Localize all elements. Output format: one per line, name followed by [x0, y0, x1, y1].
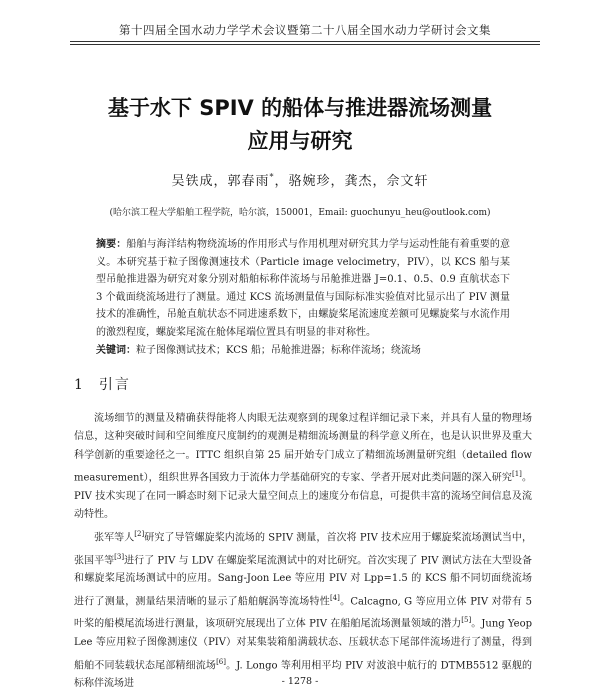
abstract-label: 摘要：: [96, 239, 127, 250]
running-header: 第十四届全国水动力学学术会议暨第二十八届全国水动力学研讨会文集: [119, 23, 491, 37]
paper-title-line-2: 应用与研究: [247, 129, 353, 153]
abstract: [96, 236, 510, 341]
paragraph-2-text-b: 研究了导管螺旋桨内流场的 SPIV 测量，首次将 PIV 技术应用于螺旋桨流场测试当中，张国平等: [74, 532, 532, 566]
citation: [3]: [114, 552, 125, 561]
corresponding-author-mark: *: [269, 172, 275, 182]
paragraph-2-text-d: 。Calcagno, G 等应用立体 PIV 对带有 5 叶桨的船模尾流场进行测量，该项研究展现出了立体 PIV 在船舶尾流场测量领域的潜力: [74, 595, 533, 630]
authors-rest: ，骆婉珍，龚杰，佘文轩: [274, 174, 429, 189]
citation: [6]: [216, 657, 226, 666]
paragraph-2-text-a: 张军等人: [94, 532, 135, 544]
paragraph-2-text-f: 。J. Longo 等利用相平均 PIV 对波浪中航行的 DTMB5512 驱舰的标称伴流场进: [74, 659, 532, 690]
paragraph-2: [74, 525, 532, 694]
citation: [1]: [511, 470, 522, 479]
section-number: 1: [74, 377, 85, 393]
author-list: [40, 170, 560, 189]
affiliation: (哈尔滨工程大学船舶工程学院，哈尔滨，150001，Email: guochunyu_heu@outlook.com): [109, 208, 491, 218]
body-text: [74, 410, 532, 694]
paragraph-1-end: 。PIV 技术实现了在同一瞬态时刻下记录大量空间点上的速度分布信息，可提供丰富的流场空间信息及流动特性。: [74, 472, 532, 521]
section-title: 引言: [98, 377, 131, 393]
page-number: - 1278 -: [281, 676, 319, 687]
paragraph-1: [74, 410, 532, 525]
citation: [5]: [461, 616, 472, 625]
section-heading: [74, 374, 131, 394]
authors-first: 吴铁成，郭春雨: [171, 174, 270, 189]
abstract-text: 船舶与海洋结构物绕流场的作用形式与作用机理对研究其力学与运动性能有着重要的意义。本研究基于粒子图像测速技术（Particle image velocimetry，PIV），以 KCS 船与某型吊舱推进器为研究对象分别对船舶标称伴流场与吊舱推进器 J=0.1、0.5、0.9 直航状态下 3 个截面绕流场进行了测量。通过 KCS 流场测量值与国际标准实验值对比显示出了 PIV 测量技术的准确性，吊舱直航状态不同进速系数下，由螺旋桨尾流速度差额可见螺旋桨与水流作用的激烈程度，螺旋桨尾流在舱体尾端位置具有明显的非对称性。: [96, 239, 511, 338]
paragraph-2-text-c: 进行了 PIV 与 LDV 在螺旋桨尾流测试中的对比研究。首次实现了 PIV 测试方法在大型设备和螺旋桨尾流场测试中的应用。Sang-Joon Lee 等应用 PIV 对 Lpp=1.5 的 KCS 船不同切面绕流场进行了测量，测量结果清晰的显示了船舶艉涡等流场特性: [74, 554, 532, 607]
header-rule: [70, 41, 540, 42]
keywords-label: 关键词：: [96, 345, 136, 356]
paper-title: [40, 92, 560, 158]
paper-title-line-1: 基于水下 SPIV 的船体与推进器流场测量: [107, 96, 493, 120]
paragraph-1-text: 流场细节的测量及精确获得能将人肉眼无法观察到的现象过程详细记录下来，并具有人量的物理场信息，这种突破时间和空间维度尺度制约的观测是精细流场测量的科学意义所在，也是认识世界及重大科学创新的重要途径之一。ITTC 组织自第 25 届开始专门成立了精细流场测量研究组（detailed flow measurement），组织世界各国致力于流体力学基础研究的专家、学者开展对此类问题的深入研究: [74, 413, 532, 484]
keywords-text: 粒子图像测试技术；KCS 船；吊舱推进器；标称伴流场；绕流场: [136, 345, 421, 356]
header-rule-thin: [70, 44, 540, 45]
citation: [2]: [134, 529, 145, 538]
citation: [4]: [329, 593, 340, 602]
paragraph-2-text-e: 。Jung Yeop Lee 等应用粒子图像测速仪（PIV）对某集装箱船满载状态、压载状态下尾部伴流场进行了测量，得到船舶不同装载状态尾部精细流场: [74, 618, 533, 671]
keywords: [96, 342, 510, 359]
